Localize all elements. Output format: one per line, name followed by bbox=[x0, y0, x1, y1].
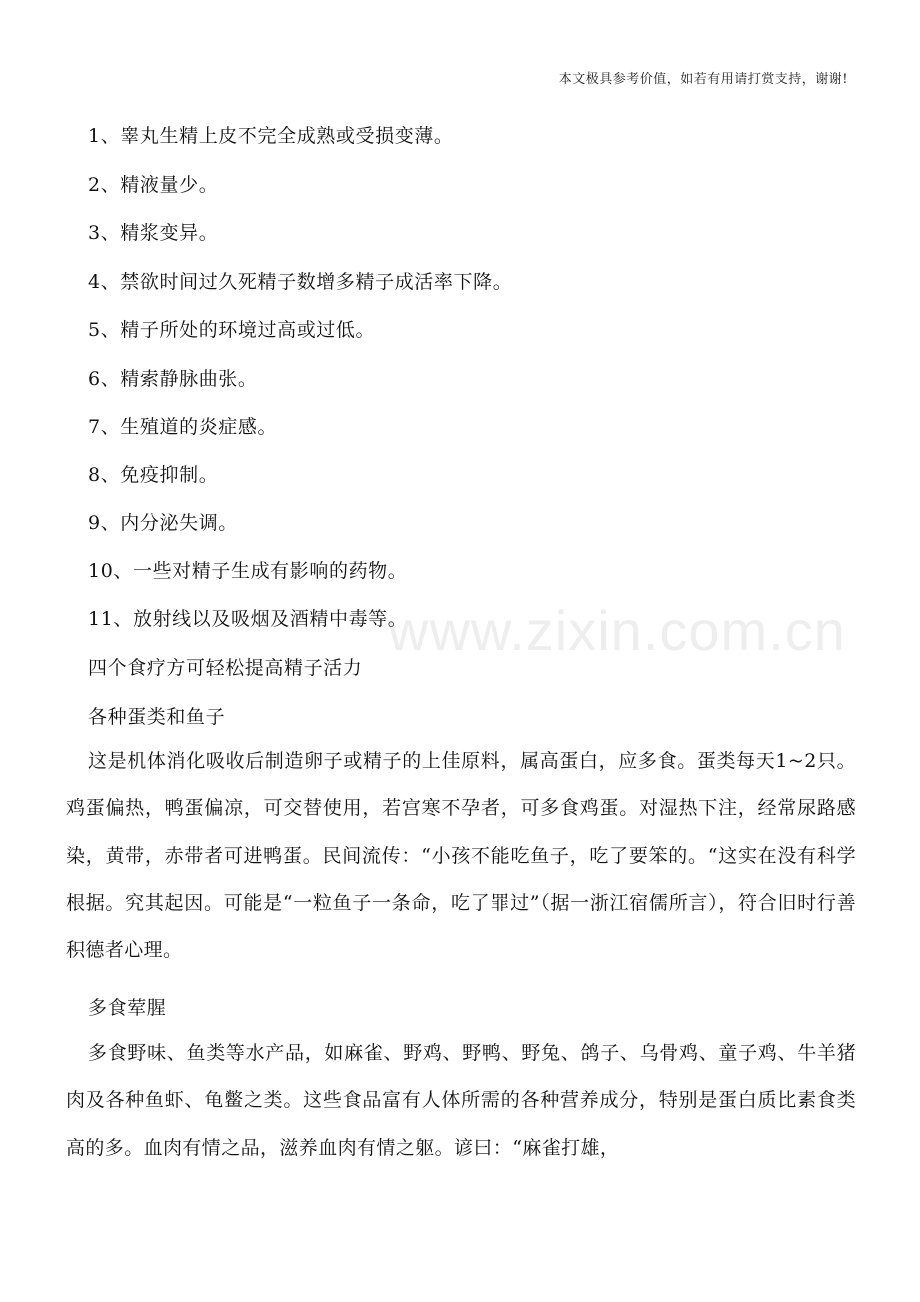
section-title: 四个食疗方可轻松提高精子活力 bbox=[88, 657, 363, 679]
cause-item: 2、精液量少。 bbox=[88, 174, 219, 196]
cause-item: 8、免疫抑制。 bbox=[88, 464, 219, 486]
header-note: 本文极具参考价值，如若有用请打赏支持，谢谢! bbox=[558, 72, 848, 87]
cause-item: 3、精浆变异。 bbox=[88, 222, 219, 244]
cause-item: 10、一些对精子生成有影响的药物。 bbox=[88, 560, 408, 582]
cause-item: 5、精子所处的环境过高或过低。 bbox=[88, 319, 376, 341]
cause-item: 4、禁欲时间过久死精子数增多精子成活率下降。 bbox=[88, 271, 513, 293]
meat-heading: 多食荤腥 bbox=[88, 997, 167, 1019]
eggs-paragraph: 这是机体消化吸收后制造卵子或精子的上佳原料，属高蛋白，应多食。蛋类每天1~2只。鸡蛋偏热，鸭蛋偏凉，可交替使用，若宫寒不孕者，可多食鸡蛋。对湿热下注，经常尿路感染，黄带，赤带者可进鸭蛋。民间流传：“小孩不能吃鱼子，吃了要笨的。“这实在没有科学根据。究其起因。可能是“一粒鱼子一条命，吃了罪过”（据一浙江宿儒所言），符合旧时行善积德者心理。 bbox=[66, 750, 856, 962]
cause-item: 1、睾丸生精上皮不完全成熟或受损变薄。 bbox=[88, 125, 454, 147]
meat-paragraph: 多食野味、鱼类等水产品，如麻雀、野鸡、野鸭、野兔、鸽子、乌骨鸡、童子鸡、牛羊猪肉及各种鱼虾、龟鳖之类。这些食品富有人体所需的各种营养成分，特别是蛋白质比素食类高的多。血肉有情之品，滋养血肉有情之躯。谚曰：“麻雀打雄， bbox=[66, 1042, 856, 1159]
watermark: www.zixin.com.cn bbox=[388, 599, 846, 662]
cause-item: 11、放射线以及吸烟及酒精中毒等。 bbox=[88, 608, 408, 630]
eggs-heading: 各种蛋类和鱼子 bbox=[88, 706, 226, 728]
cause-item: 7、生殖道的炎症感。 bbox=[88, 416, 278, 438]
cause-item: 9、内分泌失调。 bbox=[88, 512, 238, 534]
cause-item: 6、精索静脉曲张。 bbox=[88, 368, 258, 390]
